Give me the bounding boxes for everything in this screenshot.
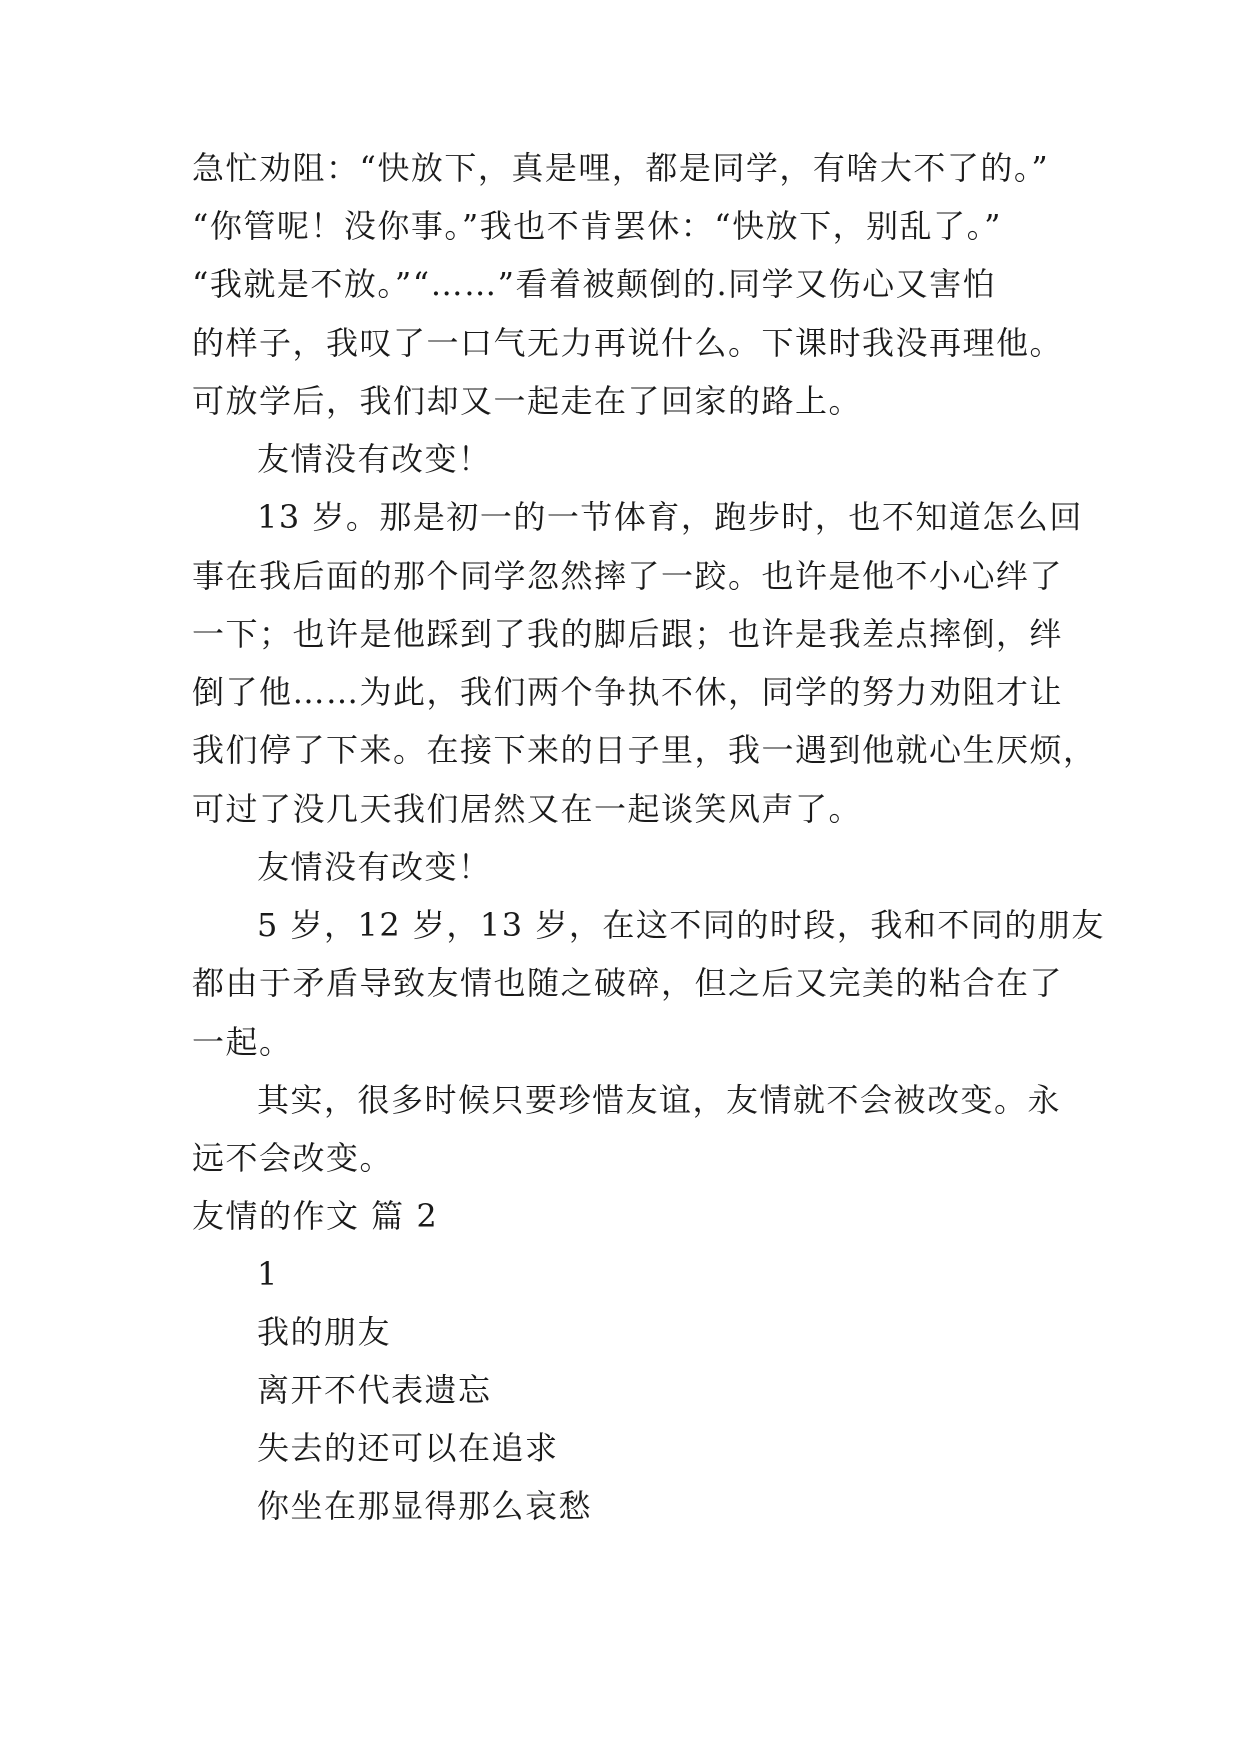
paragraph-start-line: 13 岁。那是初一的一节体育，跑步时，也不知道怎么回 — [257, 498, 1083, 536]
body-text-line: 一下；也许是他踩到了我的脚后跟；也许是我差点摔倒，绊 — [192, 615, 1064, 653]
body-text-line: 倒了他……为此，我们两个争执不休，同学的努力劝阻才让 — [192, 673, 1064, 711]
paragraph-start-line: 其实，很多时候只要珍惜友谊，友情就不会被改变。永 — [257, 1081, 1062, 1119]
poem-line: 我的朋友 — [257, 1313, 392, 1351]
paragraph-start-line: 5 岁，12 岁，13 岁，在这不同的时段，我和不同的朋友 — [257, 906, 1105, 944]
poem-line: 离开不代表遗忘 — [257, 1371, 492, 1409]
body-text-line: “你管呢！没你事。”我也不肯罢休：“快放下，别乱了。” — [192, 207, 1002, 245]
body-text-line: 一起。 — [192, 1023, 293, 1061]
refrain-line: 友情没有改变！ — [257, 848, 492, 886]
body-text-line: 远不会改变。 — [192, 1139, 394, 1177]
body-text-line: 事在我后面的那个同学忽然摔了一跤。也许是他不小心绊了 — [192, 557, 1064, 595]
poem-line: 你坐在那显得那么哀愁 — [257, 1487, 593, 1525]
body-text-line: 的样子，我叹了一口气无力再说什么。下课时我没再理他。 — [192, 324, 1064, 362]
body-text-line: 都由于矛盾导致友情也随之破碎，但之后又完美的粘合在了 — [192, 964, 1064, 1002]
body-text-line: “我就是不放。”“……”看着被颠倒的.同学又伤心又害怕 — [192, 265, 997, 303]
body-text-line: 我们停了下来。在接下来的日子里，我一遇到他就心生厌烦， — [192, 731, 1097, 769]
poem-line: 1 — [257, 1255, 279, 1293]
poem-line: 失去的还可以在追求 — [257, 1429, 559, 1467]
body-text-line: 可过了没几天我们居然又在一起谈笑风声了。 — [192, 790, 863, 828]
section-heading: 友情的作文 篇 2 — [192, 1197, 439, 1235]
body-text-line: 急忙劝阻：“快放下，真是哩，都是同学，有啥大不了的。” — [192, 149, 1050, 187]
refrain-line: 友情没有改变！ — [257, 440, 492, 478]
body-text-line: 可放学后，我们却又一起走在了回家的路上。 — [192, 382, 863, 420]
